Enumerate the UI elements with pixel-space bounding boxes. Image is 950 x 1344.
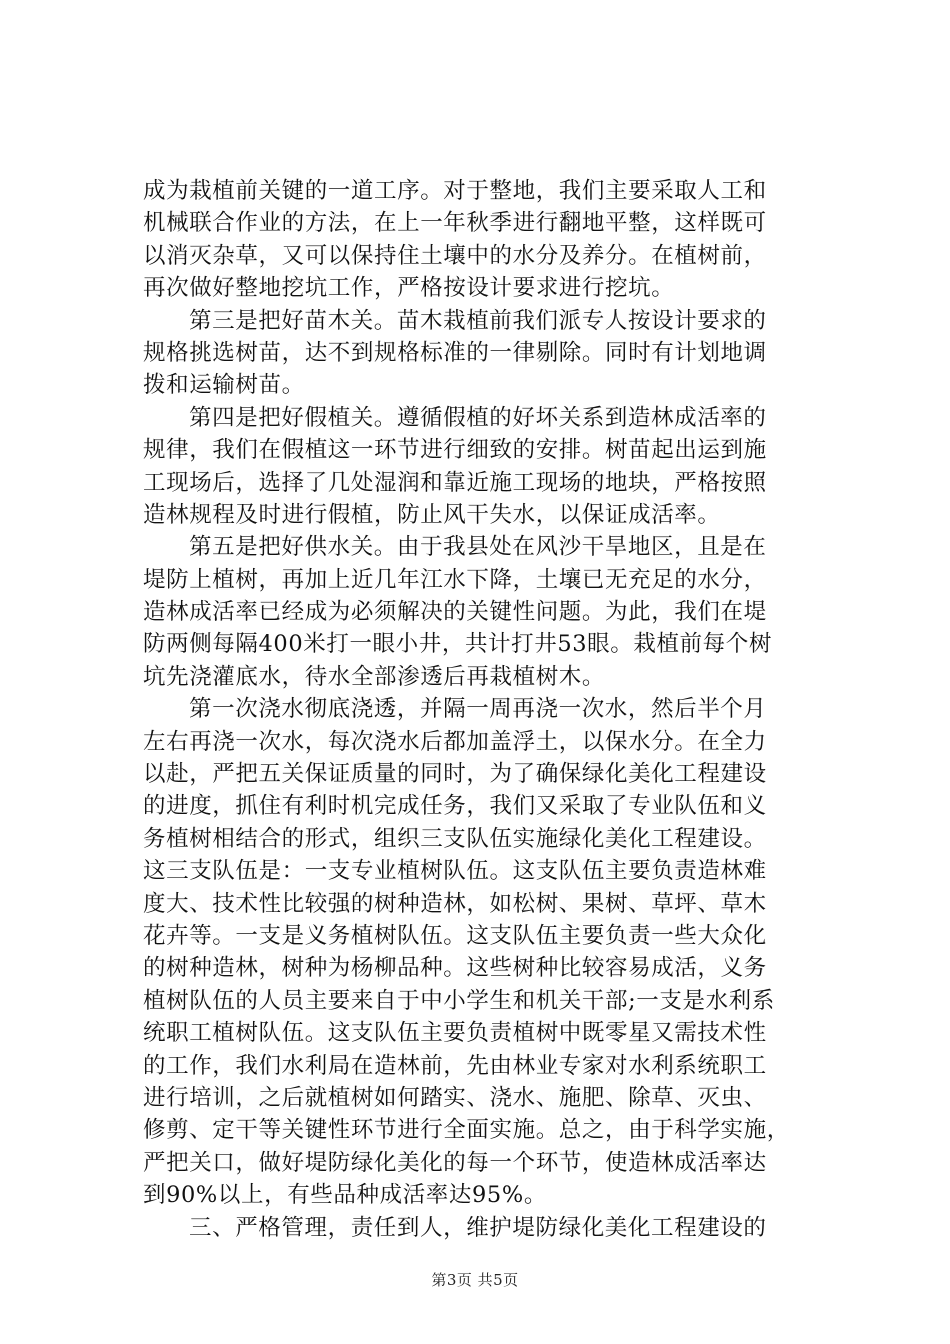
text-line: 拨和运输树苗。 <box>143 372 305 399</box>
text-line: 第四是把好假植关。遵循假植的好坏关系到造林成活率的 <box>189 404 767 431</box>
text-line: 规律，我们在假植这一环节进行细致的安排。树苗起出运到施 <box>143 437 767 464</box>
text-line: 以消灭杂草，又可以保持住土壤中的水分及养分。在植树前， <box>143 242 767 269</box>
text-line: 这三支队伍是：一支专业植树队伍。这支队伍主要负责造林难 <box>143 858 767 885</box>
text-line: 严把关口，做好堤防绿化美化的每一个环节，使造林成活率达 <box>143 1149 767 1176</box>
text-line: 修剪、定干等关键性环节进行全面实施。总之，由于科学实施， <box>143 1117 790 1144</box>
text-line: 第五是把好供水关。由于我县处在风沙干旱地区，且是在 <box>189 534 767 561</box>
text-line: 以赴，严把五关保证质量的同时，为了确保绿化美化工程建设 <box>143 761 767 788</box>
text-line: 的树种造林，树种为杨柳品种。这些树种比较容易成活，义务 <box>143 955 767 982</box>
text-line: 左右再浇一次水，每次浇水后都加盖浮土，以保水分。在全力 <box>143 728 767 755</box>
text-line: 度大、技术性比较强的树种造林，如松树、果树、草坪、草木 <box>143 890 767 917</box>
text-line: 统职工植树队伍。这支队伍主要负责植树中既零星又需技术性 <box>143 1020 767 1047</box>
text-line: 规格挑选树苗，达不到规格标准的一律剔除。同时有计划地调 <box>143 339 767 366</box>
text-line: 再次做好整地挖坑工作，严格按设计要求进行挖坑。 <box>143 275 675 302</box>
text-line: 堤防上植树，再加上近几年江水下降，土壤已无充足的水分， <box>143 566 767 593</box>
text-line: 第一次浇水彻底浇透，并隔一周再浇一次水，然后半个月 <box>189 696 767 723</box>
text-line: 的进度，抓住有利时机完成任务，我们又采取了专业队伍和义 <box>143 793 767 820</box>
text-line: 务植树相结合的形式，组织三支队伍实施绿化美化工程建设。 <box>143 825 767 852</box>
text-line: 工现场后，选择了几处湿润和靠近施工现场的地块，严格按照 <box>143 469 767 496</box>
text-line: 的工作，我们水利局在造林前，先由林业专家对水利系统职工 <box>143 1052 767 1079</box>
text-line: 机械联合作业的方法，在上一年秋季进行翻地平整，这样既可 <box>143 210 767 237</box>
text-line: 造林成活率已经成为必须解决的关键性问题。为此，我们在堤 <box>143 599 767 626</box>
body-text <box>143 175 833 1244</box>
page-footer: 第3页 共5页 <box>431 1271 519 1289</box>
text-line: 三、严格管理，责任到人，维护堤防绿化美化工程建设的 <box>189 1214 767 1241</box>
text-line: 进行培训，之后就植树如何踏实、浇水、施肥、除草、灭虫、 <box>143 1084 767 1111</box>
text-line: 花卉等。一支是义务植树队伍。这支队伍主要负责一些大众化 <box>143 922 767 949</box>
text-line: 第三是把好苗木关。苗木栽植前我们派专人按设计要求的 <box>189 307 767 334</box>
text-line: 坑先浇灌底水，待水全部渗透后再栽植树木。 <box>143 663 606 690</box>
text-line: 植树队伍的人员主要来自于中小学生和机关干部;一支是水利系 <box>143 987 775 1014</box>
text-line: 造林规程及时进行假植，防止风干失水，以保证成活率。 <box>143 501 721 528</box>
text-line: 防两侧每隔400米打一眼小井，共计打井53眼。栽植前每个树 <box>143 631 772 658</box>
text-line: 成为栽植前关键的一道工序。对于整地，我们主要采取人工和 <box>143 178 767 204</box>
text-line: 到90%以上，有些品种成活率达95%。 <box>143 1182 547 1209</box>
